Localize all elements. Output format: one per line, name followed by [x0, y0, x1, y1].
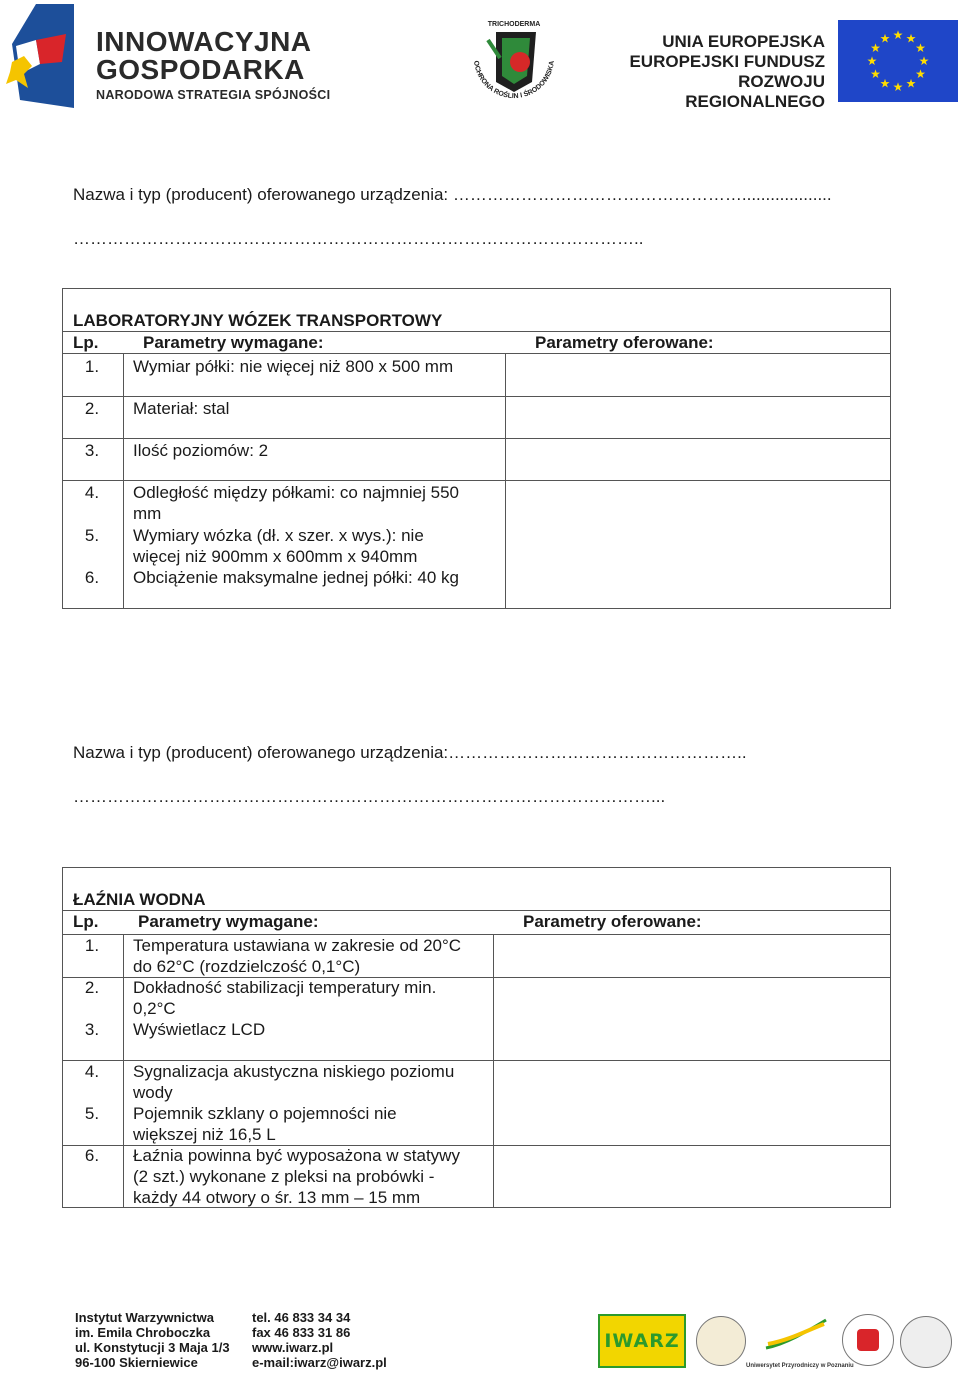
row-number: 6.: [84, 568, 100, 587]
university-seal-icon: [842, 1314, 894, 1366]
star-icon: ★: [892, 80, 904, 94]
institute-contact: [252, 1310, 387, 1370]
row-number: 2.: [84, 978, 100, 997]
star-icon: ★: [870, 67, 881, 81]
address-line: 96-100 Skierniewice: [75, 1355, 198, 1370]
requirement-text: Materiał: stal: [133, 399, 230, 418]
row-number: 3.: [84, 1020, 100, 1039]
star-icon: ★: [870, 41, 881, 55]
star-icon: ★: [905, 76, 917, 91]
requirement-text: wody: [133, 1083, 173, 1102]
logo-line: INNOWACYJNA: [96, 26, 312, 57]
requirement-text: Obciążenie maksymalne jednej półki: 40 kg: [133, 568, 460, 587]
table-title: LABORATORYJNY WÓZEK TRANSPORTOWY: [73, 311, 443, 330]
offered-device-line: Nazwa i typ (producent) oferowanego urządzenia: ……………………………………………...................: [73, 185, 832, 204]
trichoderma-arc-text: OCHRONA ROŚLIN I ŚRODOWISKA: [472, 60, 556, 101]
dotted-fill-line: …………………………………………………………………………………………...: [73, 787, 666, 806]
trichoderma-top-text: TRICHODERMA: [487, 21, 541, 28]
column-header-offered: Parametry oferowane:: [523, 912, 702, 931]
column-header-lp: Lp.: [73, 912, 99, 931]
requirement-text: mm: [133, 504, 162, 523]
innowacyjna-gospodarka-logo-mark: [6, 4, 74, 108]
website-link[interactable]: www.iwarz.pl: [252, 1340, 334, 1355]
column-header-required: Parametry wymagane:: [143, 333, 324, 352]
email-link[interactable]: e-mail:iwarz@iwarz.pl: [252, 1355, 387, 1370]
star-icon: ★: [866, 54, 878, 68]
requirement-text: większej niż 16,5 L: [133, 1125, 276, 1144]
requirement-text: więcej niż 900mm x 600mm x 940mm: [133, 547, 418, 566]
row-number: 4.: [84, 1062, 100, 1081]
fax-text: fax 46 833 31 86: [252, 1325, 351, 1340]
eagle-seal-icon: [900, 1316, 952, 1368]
star-icon: ★: [915, 67, 926, 81]
innowacyjna-gospodarka-logo-text: [96, 28, 330, 102]
star-icon: ★: [892, 28, 904, 42]
row-number: 5.: [84, 1104, 100, 1123]
phone-text: tel. 46 833 34 34: [252, 1310, 351, 1325]
iwarz-logo-text: IWARZ: [604, 1330, 680, 1352]
table-title: ŁAŹNIA WODNA: [73, 890, 206, 909]
trolley-spec-table: [62, 288, 891, 609]
requirement-text: 0,2°C: [133, 999, 176, 1018]
upp-logo: [746, 1314, 854, 1369]
column-header-offered: Parametry oferowane:: [535, 333, 714, 352]
logo-line: GOSPODARKA: [96, 54, 305, 85]
eu-logo-text: [600, 32, 825, 112]
requirement-text: Wymiary wózka (dł. x szer. x wys.): nie: [133, 526, 424, 545]
upp-logo-text: Uniwersytet Przyrodniczy w Poznaniu: [746, 1363, 854, 1369]
requirement-text: (2 szt.) wykonane z pleksi na probówki -: [133, 1167, 435, 1186]
requirement-text: Wyświetlacz LCD: [133, 1020, 266, 1039]
address-line: im. Emila Chroboczka: [75, 1325, 211, 1340]
star-icon: ★: [915, 41, 926, 55]
requirement-text: Wymiar półki: nie więcej niż 800 x 500 mm: [133, 357, 454, 376]
iwarz-logo: [598, 1314, 686, 1368]
institute-address: [75, 1310, 230, 1370]
row-number: 5.: [84, 526, 100, 545]
eu-flag-icon: [838, 20, 958, 102]
row-number: 3.: [84, 441, 100, 460]
offered-device-line: Nazwa i typ (producent) oferowanego urządzenia:……………………………………………..: [73, 743, 747, 762]
requirement-text: każdy 44 otwory o śr. 13 mm – 15 mm: [133, 1188, 421, 1207]
row-number: 1.: [84, 936, 100, 955]
dotted-fill-line: ………………………………………………………………………………………..: [73, 229, 644, 248]
star-icon: ★: [918, 54, 930, 68]
address-line: ul. Konstytucji 3 Maja 1/3: [75, 1340, 230, 1355]
row-number: 2.: [84, 399, 100, 418]
university-seal-icon: [696, 1316, 746, 1366]
column-header-lp: Lp.: [73, 333, 99, 352]
trichoderma-logo: [466, 18, 562, 108]
requirement-text: Pojemnik szklany o pojemności nie: [133, 1104, 397, 1123]
logo-line: UNIA EUROPEJSKA: [662, 32, 825, 51]
requirement-text: Odległość między półkami: co najmniej 550: [133, 483, 459, 502]
shield-icon: [857, 1329, 879, 1351]
logo-line: NARODOWA STRATEGIA SPÓJNOŚCI: [96, 88, 331, 102]
requirement-text: Ilość poziomów: 2: [133, 441, 269, 460]
requirement-text: Temperatura ustawiana w zakresie od 20°C: [133, 936, 462, 955]
water-bath-spec-table: [62, 867, 891, 1208]
requirement-text: Sygnalizacja akustyczna niskiego poziomu: [133, 1062, 455, 1081]
star-icon: ★: [879, 31, 891, 46]
column-header-required: Parametry wymagane:: [138, 912, 319, 931]
requirement-text: Dokładność stabilizacji temperatury min.: [133, 978, 437, 997]
address-line: Instytut Warzywnictwa: [75, 1310, 214, 1325]
logo-line: EUROPEJSKI FUNDUSZ: [629, 52, 825, 71]
logo-line: ROZWOJU REGIONALNEGO: [685, 72, 825, 111]
row-number: 6.: [84, 1146, 100, 1165]
row-number: 4.: [84, 483, 100, 502]
star-icon: ★: [905, 31, 917, 46]
requirement-text: do 62°C (rozdzielczość 0,1°C): [133, 957, 361, 976]
requirement-text: Łaźnia powinna być wyposażona w statywy: [133, 1146, 460, 1165]
star-icon: ★: [879, 76, 891, 91]
row-number: 1.: [84, 357, 100, 376]
